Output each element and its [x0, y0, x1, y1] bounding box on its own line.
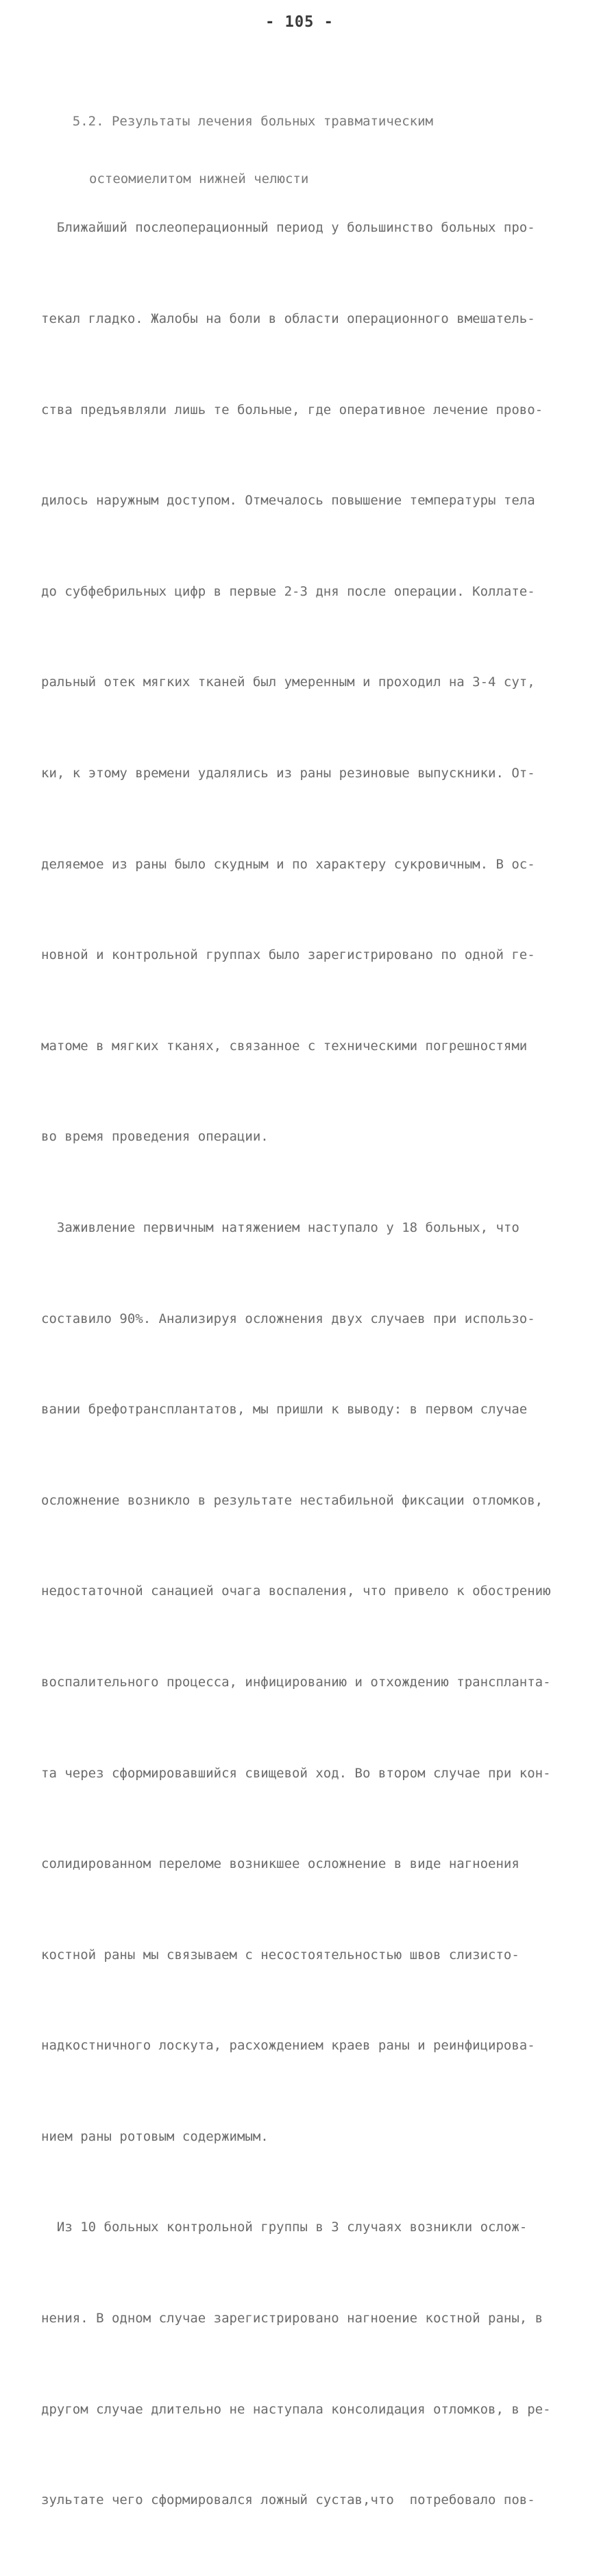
text-line: текал гладко. Жалобы на боли в области операционного вмешатель- [41, 311, 535, 326]
text-line: та через сформировавшийся свищевой ход. Во втором случае при кон- [41, 1765, 551, 1781]
text-line: недостаточной санацией очага воспаления, что привело к обострению [41, 1583, 551, 1599]
text-line: ства предъявляли лишь те больные, где оперативное лечение прово- [41, 402, 543, 417]
text-line: зультате чего сформировался ложный сустав,что потребовало пов- [41, 2492, 535, 2508]
body-text [41, 152, 569, 2576]
text-line: вании брефотрансплантатов, мы пришли к выводу: в первом случае [41, 1402, 528, 1418]
page-number: - 105 - [265, 14, 334, 31]
text-line: осложнение возникло в результате нестабильной фиксации отломков, [41, 1492, 543, 1508]
text-line: другом случае длительно не наступала консолидация отломков, в ре- [41, 2401, 551, 2417]
section-heading-line-1: 5.2. Результаты лечения больных травматическим [72, 114, 433, 129]
text-line: ральный отек мягких тканей был умеренным и проходил на 3-4 сут, [41, 675, 535, 690]
text-line: надкостничного лоскута, расхождением краев раны и реинфицирова- [41, 2038, 535, 2054]
text-line: Из 10 больных контрольной группы в 3 случаях возникли ослож- [41, 2220, 528, 2235]
text-line: до субфебрильных цифр в первые 2-3 дня после операции. Коллате- [41, 583, 535, 599]
text-line: нием раны ротовым содержимым. [41, 2128, 269, 2144]
text-line: Ближайший послеоперационный период у большинство больных про- [41, 220, 535, 236]
text-line: воспалительного процесса, инфицированию и отхождению транспланта- [41, 1674, 551, 1690]
text-line: солидированном переломе возникшее осложнение в виде нагноения [41, 1856, 519, 1872]
text-line: во время проведения операции. [41, 1129, 269, 1145]
text-line: нения. В одном случае зарегистрировано нагноение костной раны, в [41, 2311, 543, 2326]
text-line: дилось наружным доступом. Отмечалось повышение температуры тела [41, 493, 535, 509]
text-line: деляемое из раны было скудным и по характеру сукровичным. В ос- [41, 856, 535, 872]
text-line: новной и контрольной группах было зарегистрировано по одной ге- [41, 947, 535, 963]
text-line: составило 90%. Анализируя осложнения двух случаев при использо- [41, 1311, 535, 1326]
section-heading-line-2: остеомиелитом нижней челюсти [89, 171, 309, 186]
text-line: костной раны мы связываем с несостоятельностью швов слизисто- [41, 1947, 519, 1963]
text-line: ки, к этому времени удалялись из раны резиновые выпускники. От- [41, 765, 535, 781]
text-line: Заживление первичным натяжением наступало у 18 больных, что [41, 1219, 519, 1235]
text-line: матоме в мягких тканях, связанное с техническими погрешностями [41, 1038, 528, 1054]
